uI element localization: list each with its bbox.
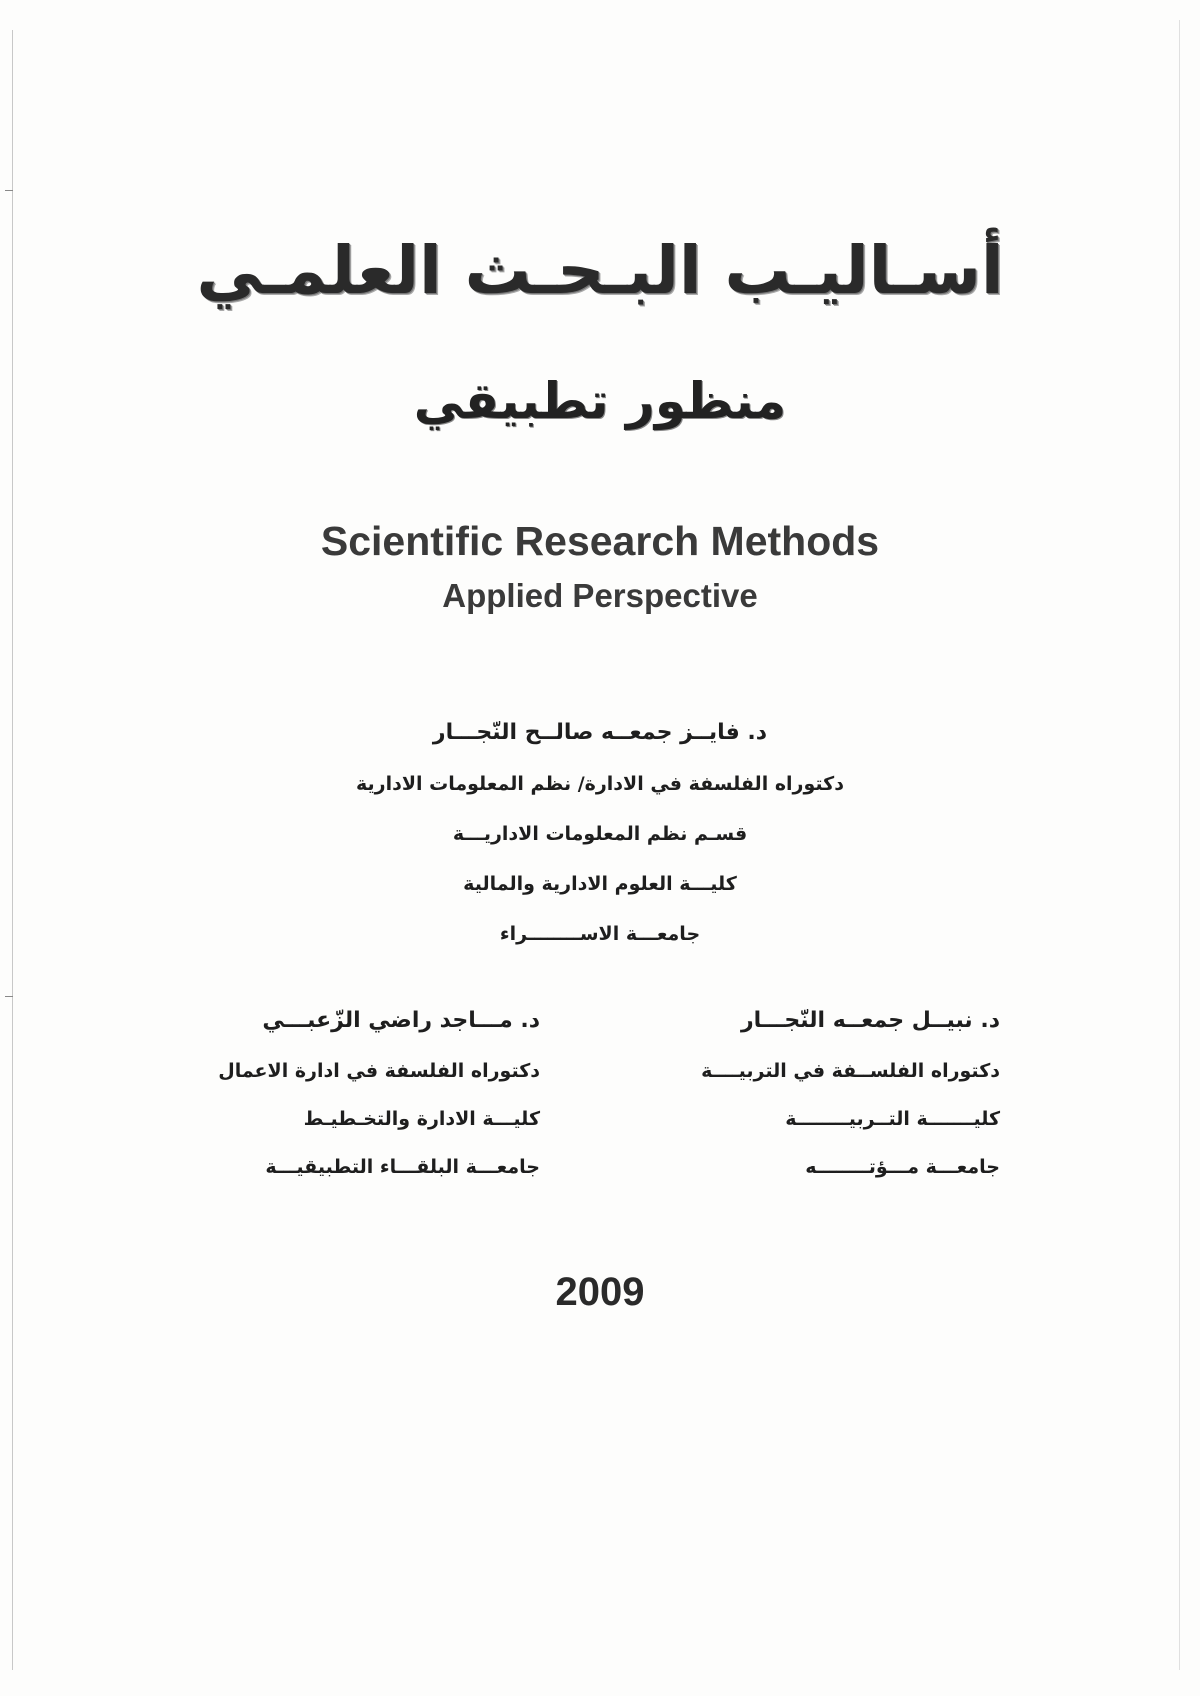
scan-edge-tick bbox=[5, 996, 13, 997]
right-author-name: د. نبيــل جمعــه النّجـــار bbox=[740, 1008, 1000, 1033]
left-author-name: د. مـــاجد راضي الزّعبـــي bbox=[262, 1008, 540, 1033]
english-title: Scientific Research Methods bbox=[320, 518, 880, 564]
scan-edge-tick bbox=[5, 190, 13, 191]
right-author-degree: دكتوراه الفلســفة في التربيــــة bbox=[701, 1060, 1000, 1082]
arabic-subtitle: منظور تطبيقي bbox=[413, 372, 787, 430]
left-author-faculty: كليـــة الادارة والتخـطيـط bbox=[303, 1108, 540, 1130]
english-subtitle: Applied Perspective bbox=[442, 577, 758, 614]
left-author-degree: دكتوراه الفلسفة في ادارة الاعمال bbox=[218, 1060, 540, 1082]
left-author-university: جامعـــة البلقـــاء التطبيقيـــة bbox=[265, 1156, 540, 1178]
publication-year: 2009 bbox=[555, 1270, 645, 1314]
main-author-department: قسـم نظم المعلومات الاداريـــة bbox=[452, 823, 748, 845]
arabic-title: أسـاليـب البـحـث العلمـي bbox=[196, 232, 1004, 309]
main-author-faculty: كليـــة العلوم الادارية والمالية bbox=[463, 873, 737, 895]
right-author-faculty: كليـــــــة التــربيــــــــة bbox=[785, 1108, 1000, 1130]
left-author-block bbox=[140, 1008, 540, 1208]
main-author-university: جامعـــة الاســــــــراء bbox=[499, 923, 701, 945]
right-author-university: جامعـــة مـــؤتــــــــه bbox=[805, 1156, 1000, 1178]
main-author-name: د. فايــز جمعــه صالــح النّجـــار bbox=[432, 720, 768, 745]
right-author-block bbox=[600, 1008, 1000, 1208]
main-author-degree: دكتوراه الفلسفة في الادارة/ نظم المعلومات الادارية bbox=[356, 773, 844, 795]
